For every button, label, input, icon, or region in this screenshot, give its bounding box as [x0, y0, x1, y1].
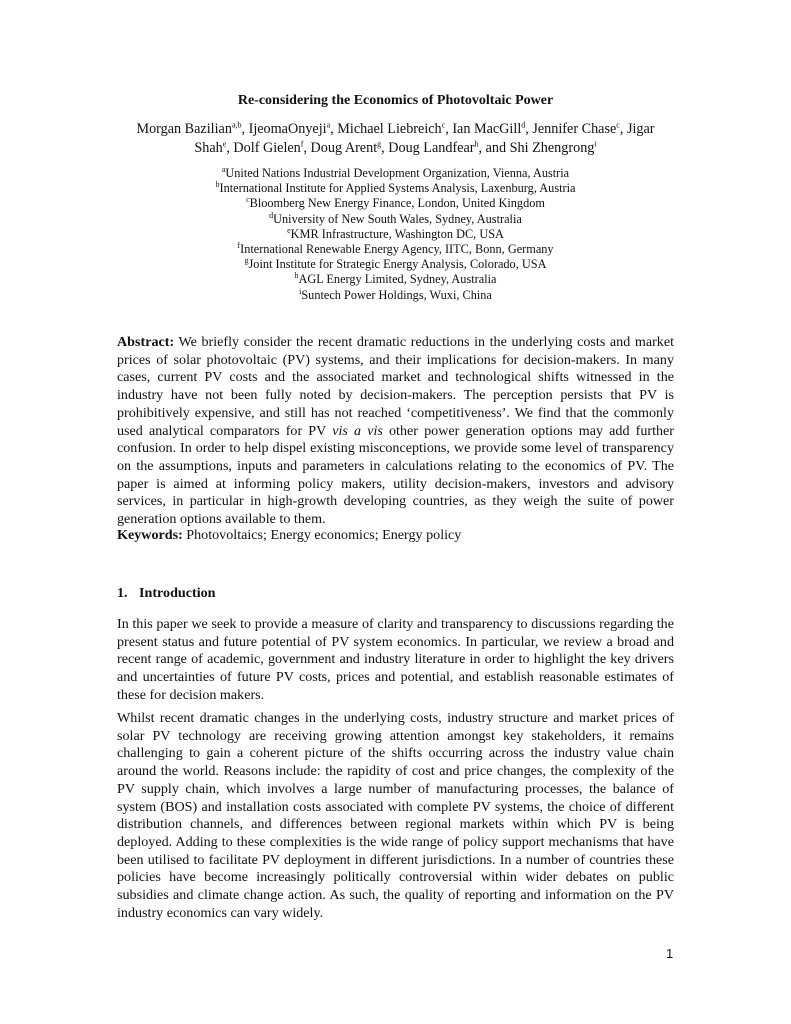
author-list [118, 120, 673, 158]
affiliation-mark: i [299, 286, 302, 296]
body-paragraph: In this paper we seek to provide a measure of clarity and transparency to discussions regarding the present status and future potential of PV system economics. In particular, we review a broad and recent range of academic, government and industry literature in order to highlight the key drivers and uncertainties of future PV costs, prices and potential, and establish reasonable estimates of these for decision makers. [117, 616, 674, 703]
affiliation-text: Suntech Power Holdings, Wuxi, China [301, 287, 492, 302]
affiliation-mark: b [215, 180, 220, 190]
affiliation-mark: a [221, 164, 226, 174]
author-separator: , [241, 121, 249, 137]
affiliation-text: University of New South Wales, Sydney, Australia [273, 211, 522, 226]
author-affil-mark: a [326, 120, 331, 130]
section-title: Introduction [139, 585, 216, 601]
keywords [117, 527, 674, 545]
author [452, 121, 532, 137]
affiliation [0, 166, 791, 181]
affiliation-text: AGL Energy Limited, Sydney, Australia [298, 272, 497, 287]
author-affil-mark: a,b [231, 120, 242, 130]
affiliation [0, 227, 791, 242]
affiliation [0, 196, 791, 211]
author [311, 140, 389, 156]
affiliation [0, 181, 791, 196]
affiliation-text: KMR Infrastructure, Washington DC, USA [290, 226, 504, 241]
author-name: Jigar Shah [194, 121, 655, 156]
author [388, 140, 509, 156]
author-separator: , [381, 140, 389, 156]
affiliation-mark: d [269, 210, 274, 220]
author-affil-mark: c [441, 120, 446, 130]
author-name: Morgan Bazilian [136, 121, 232, 137]
abstract [117, 334, 674, 529]
affiliation [0, 288, 791, 303]
affiliation-text: International Renewable Energy Agency, IITC, Bonn, Germany [240, 242, 554, 257]
author-separator: , [330, 121, 338, 137]
author-separator: , [619, 121, 627, 137]
author-name: Doug Landfear [388, 140, 475, 156]
affiliation-list [0, 166, 791, 303]
paper-title: Re-considering the Economics of Photovoltaic Power [237, 93, 554, 108]
section-number: 1. [117, 585, 128, 601]
affiliation-mark: e [287, 225, 291, 235]
keywords-label: Keywords: [117, 527, 183, 543]
author-name: Jennifer Chase [532, 121, 617, 137]
affiliation-mark: g [244, 256, 249, 266]
author-affil-mark: d [521, 120, 526, 130]
abstract-text-cont: other power generation options may add further confusion. In order to help dispel existing misconceptions, we provide some level of transparency on the assumptions, inputs and parameters in calculations relating to the economics of PV. The paper is aimed at informing policy makers, utility decision-makers, investors and advisory services, in particular in high-growth developing countries, as they weigh the suite of power generation options available to them. [117, 422, 674, 528]
author-name: Michael Liebreich [337, 121, 442, 137]
abstract-italic: vis a vis [332, 422, 383, 439]
author [510, 140, 597, 156]
affiliation-text: International Institute for Applied Systems Analysis, Laxenburg, Austria [219, 181, 576, 196]
body-paragraph: Whilst recent dramatic changes in the underlying costs, industry structure and market prices of solar PV technology are receiving growing attention amongst key stakeholders, it remains challenging to gain a coherent picture of the shifts occurring across the industry value chain around the world. Reasons include: the rapidity of cost and price changes, the complexity of the PV supply chain, which involves a large number of manufacturing processes, the balance of system (BOS) and installation costs associated with complete PV systems, the choice of different distribution channels, and differences between regional markets within which PV is being deployed. Adding to these complexities is the wide range of policy support mechanisms that have been utilised to facilitate PV deployment in different jurisdictions. In a number of countries these policies have become increasingly politically controversial within wider debates on public subsidies and climate change action. As such, the quality of reporting and information on the PV industry economics can vary widely. [117, 710, 674, 921]
affiliation [0, 212, 791, 227]
affiliation-mark: c [246, 195, 250, 205]
author [249, 121, 338, 137]
author-name: Shi Zhengrong [509, 140, 595, 156]
abstract-label: Abstract: [117, 334, 175, 350]
author-affil-mark: i [594, 139, 597, 149]
author [136, 121, 248, 137]
affiliation [0, 257, 791, 272]
author-affil-mark: c [616, 120, 620, 130]
affiliation-text: United Nations Industrial Development Organization, Vienna, Austria [225, 166, 570, 180]
abstract-text: We briefly consider the recent dramatic reductions in the underlying costs and market prices of solar photovoltaic (PV) systems, and their implications for decision-makers. In many cases, current PV costs and the associated market and technological shifts witnessed in the industry have not been fully noted by decision-makers. The perception persists that PV is prohibitively expensive, and still has not reached ‘competitiveness’. We find that the commonly used analytical comparators for PV [117, 334, 674, 439]
affiliation-mark: h [294, 271, 299, 281]
author-affil-mark: e [222, 139, 227, 149]
author [233, 140, 310, 156]
author-affil-mark: f [300, 139, 304, 149]
author-name: Ian MacGill [452, 121, 522, 137]
author [532, 121, 627, 137]
author-separator: , [525, 121, 533, 137]
page-number: 1 [666, 946, 674, 961]
author [337, 121, 452, 137]
author-affil-mark: g [377, 139, 382, 149]
affiliation [0, 272, 791, 287]
affiliation [0, 242, 791, 257]
author-name: Dolf Gielen [233, 140, 301, 156]
author-affil-mark: h [474, 139, 479, 149]
keywords-text: Photovoltaics; Energy economics; Energy policy [182, 527, 462, 543]
affiliation-mark: f [237, 240, 241, 250]
affiliation-text: Bloomberg New Energy Finance, London, United Kingdom [249, 196, 545, 211]
author-name: IjeomaOnyeji [248, 121, 327, 137]
affiliation-text: Joint Institute for Strategic Energy Analysis, Colorado, USA [248, 257, 547, 272]
author-separator: , [445, 121, 453, 137]
author-separator: , [303, 140, 311, 156]
author-separator: , [226, 140, 234, 156]
author-name: Doug Arent [310, 140, 378, 156]
section-heading [117, 585, 216, 602]
author-separator: , and [478, 140, 510, 156]
